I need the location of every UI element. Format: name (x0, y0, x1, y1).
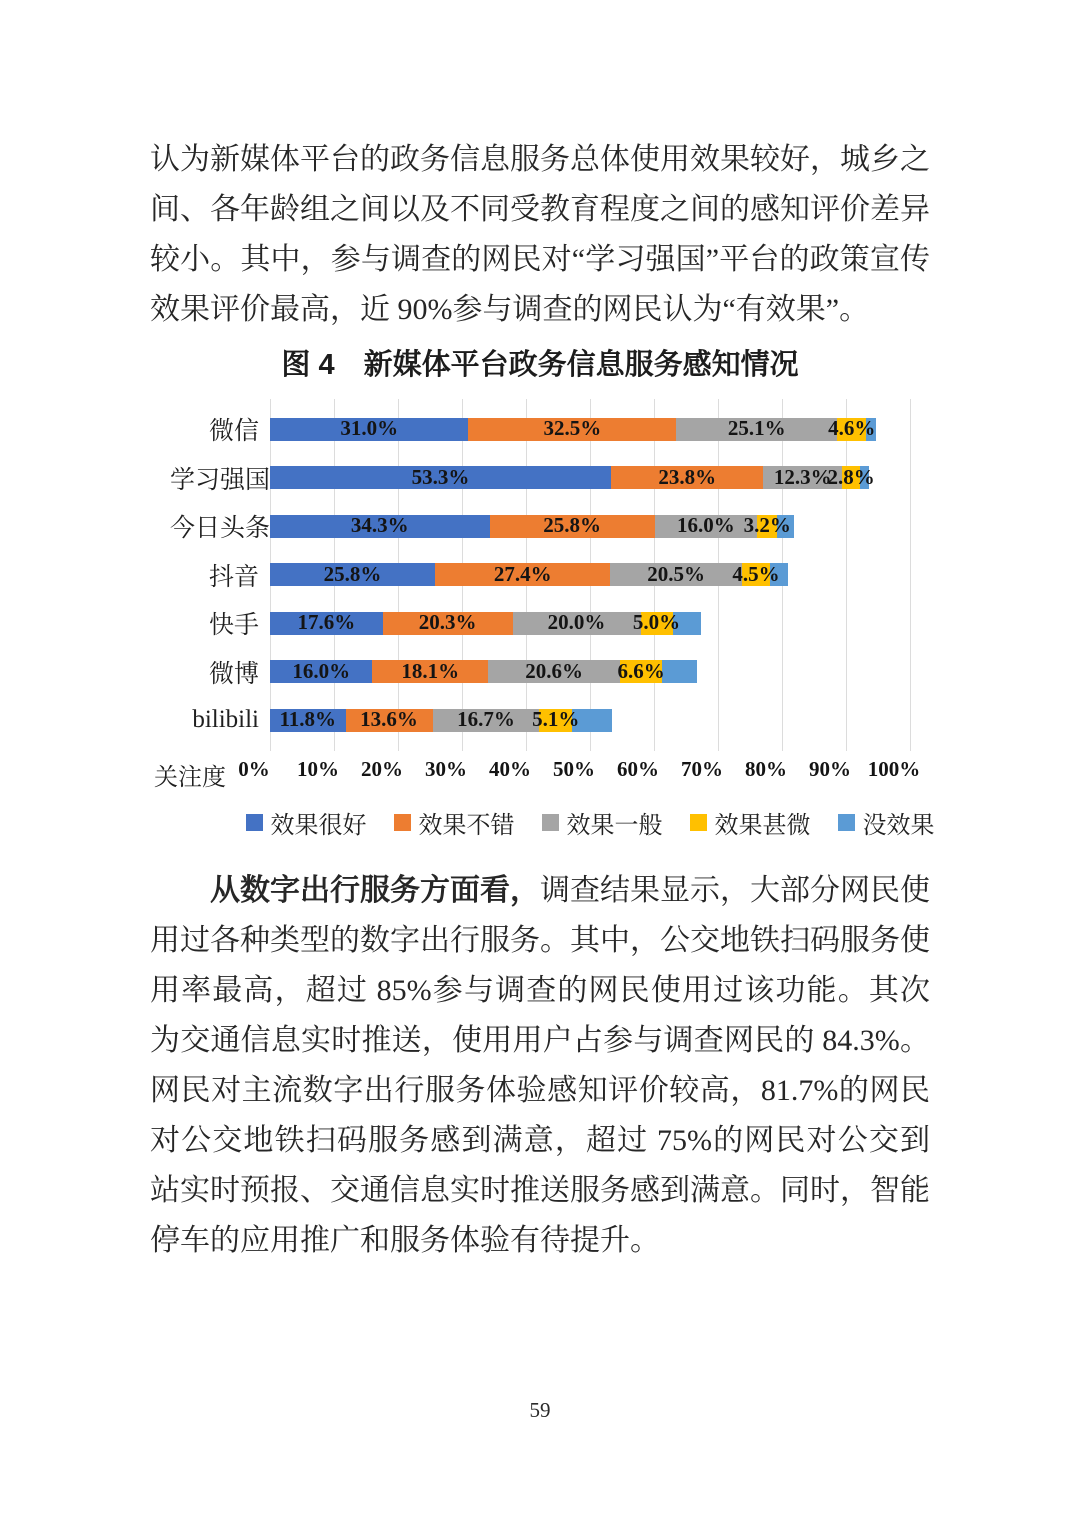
bar-track (270, 612, 910, 635)
category-label: 学习强国 (170, 466, 271, 494)
axis-tick-label: 10% (297, 756, 339, 781)
axis-tick-label: 20% (361, 756, 403, 781)
category-label: 微信 (208, 418, 259, 446)
bar-track (270, 709, 910, 732)
bar-value-label: 31.0% (340, 416, 399, 441)
legend-label: 效果甚微 (714, 811, 811, 839)
bar-value-label: 4.6% (828, 416, 876, 441)
paragraph-transport (150, 866, 930, 1266)
x-axis (154, 751, 921, 793)
axis-tick-label: 50% (553, 756, 595, 781)
bar-segment (732, 561, 780, 586)
bar-segment (610, 563, 741, 586)
bar-segment (270, 418, 468, 441)
bar-value-label: 25.8% (323, 561, 382, 586)
axis-tick-label: 100% (867, 756, 921, 781)
axis-tick-label: 90% (809, 756, 851, 781)
bar-value-label: 20.5% (647, 561, 705, 586)
chart-plot-area (170, 399, 910, 751)
bar-value-label: 25.1% (727, 416, 786, 441)
bar-value-label: 16.0% (292, 658, 351, 683)
legend-item (542, 805, 663, 840)
bar-value-label: 5.1% (532, 707, 580, 732)
bar-segment (488, 660, 620, 683)
bar-value-label: 25.8% (543, 513, 601, 538)
axis-tick-label: 40% (489, 756, 531, 781)
chart-legend (270, 805, 935, 840)
x-axis-title: 关注度 (154, 764, 226, 791)
bar-segment (270, 563, 435, 586)
bar-segment (490, 515, 655, 538)
bar-value-label: 53.3% (411, 464, 470, 489)
axis-tick-label: 70% (681, 756, 723, 781)
bar-segment (655, 515, 757, 538)
bar-value-label: 16.7% (457, 707, 515, 732)
bar-value-label: 5.0% (632, 610, 681, 635)
bar-segment (632, 610, 681, 635)
bar-track (270, 418, 910, 441)
bar-segment (435, 563, 610, 586)
bar-value-label: 11.8% (279, 707, 337, 732)
bar-value-label: 27.4% (493, 561, 552, 586)
bar-segment (532, 707, 580, 732)
bar-track (270, 515, 910, 538)
bar-segment (468, 418, 676, 441)
bar-value-label: 34.3% (350, 513, 409, 538)
bar-segment (383, 612, 513, 635)
bar-value-label: 12.3% (773, 464, 832, 489)
chart-row (170, 405, 910, 454)
bar-segment (346, 709, 433, 732)
bar-value-label: 13.6% (360, 707, 418, 732)
bar-value-label: 6.6% (617, 658, 665, 683)
bar-segment (827, 464, 875, 489)
bar-segment (270, 612, 383, 635)
paragraph-lead-bold: 从数字出行服务方面看， (210, 873, 540, 907)
axis-tick-label: 80% (745, 756, 787, 781)
bar-value-label: 16.0% (676, 513, 735, 538)
legend-item (838, 805, 935, 840)
bar-segment (828, 416, 876, 441)
bar-value-label: 20.0% (547, 610, 606, 635)
bar-value-label: 2.8% (827, 464, 875, 489)
bar-segment (676, 418, 837, 441)
bar-value-label: 4.5% (732, 561, 780, 586)
bar-segment (617, 658, 665, 683)
legend-swatch-icon (246, 814, 263, 831)
bar-segment (433, 709, 540, 732)
page-number: 59 (529, 1398, 551, 1422)
bar-segment (270, 660, 372, 683)
paragraph-transport-body: 调查结果显示，大部分网民使用过各种类型的数字出行服务。其中，公交地铁扫码服务使用率最高，超过 85%参与调查的网民使用过该功能。其次为交通信息实时推送，使用用户占参与调查网民的 84.3%。网民对主流数字出行服务体验感知评价较高，81.7%的网民对公交地铁扫码服务感到满意，超过 75%的网民对公交到站实时预报、交通信息实时推送服务感到满意。同时，智能停车的应用推广和服务体验有待提升。 (150, 873, 930, 1257)
bar-value-label: 32.5% (543, 416, 602, 441)
axis-tick-label: 0% (238, 756, 270, 781)
chart-row (170, 696, 910, 745)
chart-row (170, 502, 910, 551)
bar-track (270, 563, 910, 586)
figure-chart (154, 399, 935, 840)
legend-swatch-icon (838, 814, 855, 831)
category-label: 抖音 (208, 563, 259, 591)
bar-track (270, 466, 910, 489)
legend-label: 没效果 (862, 811, 935, 839)
paragraph-intro: 认为新媒体平台的政务信息服务总体使用效果较好，城乡之间、各年龄组之间以及不同受教育程度之间的感知评价差异较小。其中，参与调查的网民对“学习强国”平台的政策宣传效果评价最高，近 90%参与调查的网民认为“有效果”。 (150, 143, 930, 326)
chart-row (170, 454, 910, 503)
x-axis-ticks (238, 751, 921, 793)
legend-item (690, 805, 811, 840)
bar-value-label: 3.2% (743, 513, 791, 538)
category-label: bilibili (192, 706, 259, 734)
gridline (910, 399, 911, 751)
legend-label: 效果不错 (418, 811, 515, 839)
bar-segment (662, 660, 697, 683)
chart-row (170, 551, 910, 600)
legend-item (394, 805, 515, 840)
bar-segment (270, 709, 346, 732)
legend-label: 效果一般 (566, 811, 663, 839)
chart-row (170, 648, 910, 697)
legend-label: 效果很好 (270, 811, 367, 839)
axis-tick-label: 60% (617, 756, 659, 781)
legend-swatch-icon (542, 814, 559, 831)
bar-segment (513, 612, 641, 635)
bar-value-label: 20.3% (418, 610, 477, 635)
category-label: 微博 (208, 660, 259, 688)
legend-swatch-icon (690, 814, 707, 831)
legend-item (246, 805, 367, 840)
bar-value-label: 18.1% (401, 658, 460, 683)
figure-caption: 图 4 新媒体平台政务信息服务感知情况 (281, 349, 799, 381)
category-label: 今日头条 (170, 515, 271, 543)
bar-segment (743, 513, 791, 538)
bar-segment (372, 660, 488, 683)
bar-value-label: 20.6% (525, 658, 583, 683)
bar-track (270, 660, 910, 683)
bar-segment (270, 515, 490, 538)
bar-segment (611, 466, 763, 489)
bar-segment (270, 466, 611, 489)
bar-value-label: 17.6% (297, 610, 356, 635)
legend-swatch-icon (394, 814, 411, 831)
chart-row (170, 599, 910, 648)
axis-tick-label: 30% (425, 756, 467, 781)
category-label: 快手 (208, 612, 259, 640)
bar-value-label: 23.8% (658, 464, 717, 489)
